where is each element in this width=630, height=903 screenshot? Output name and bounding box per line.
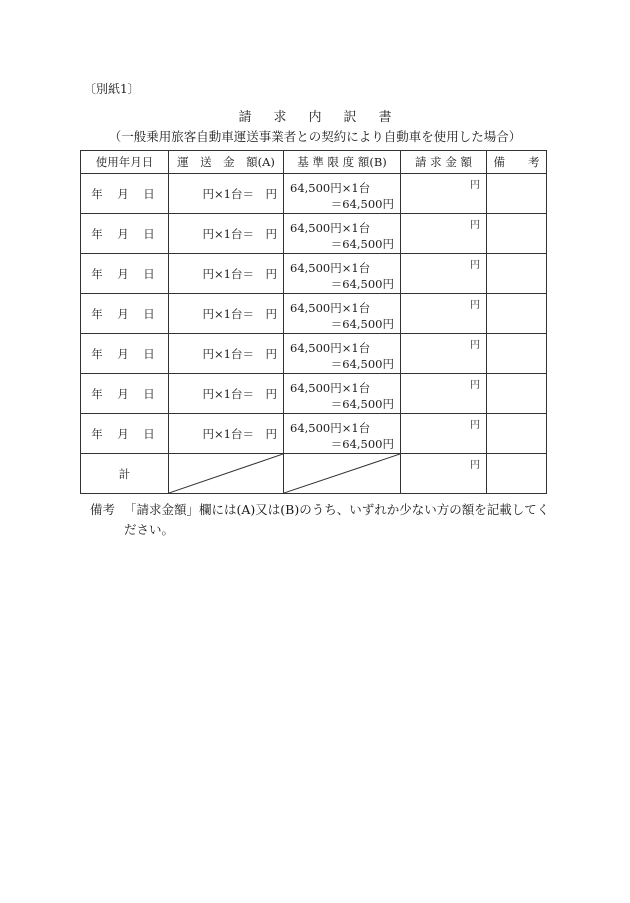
date-year-unit: 年 — [91, 386, 106, 401]
date-year-unit: 年 — [91, 186, 106, 201]
table-row — [81, 414, 547, 454]
claim-amount-field[interactable] — [401, 334, 487, 374]
standard-limit-cell — [284, 174, 401, 214]
remarks-field[interactable] — [487, 214, 547, 254]
date-day-unit: 日 — [143, 426, 158, 441]
table-row — [81, 254, 547, 294]
header-fare: 運 送 金 額(A) — [169, 151, 284, 174]
fare-field[interactable]: 円×1台＝ 円 — [169, 334, 284, 374]
standard-limit-result: ＝64,500円 — [330, 237, 394, 251]
remarks-note — [90, 500, 560, 540]
yen-unit: 円 — [470, 460, 480, 471]
date-field[interactable] — [81, 254, 169, 294]
standard-limit-formula: 64,500円×1台 — [290, 341, 371, 355]
table-row — [81, 294, 547, 334]
table-header-row — [81, 151, 547, 174]
date-day-unit: 日 — [143, 186, 158, 201]
date-field[interactable] — [81, 374, 169, 414]
document-subtitle: （一般乗用旅客自動車運送事業者との契約により自動車を使用した場合） — [108, 129, 522, 144]
header-date: 使用年月日 — [81, 151, 169, 174]
attachment-label: 〔別紙1〕 — [84, 82, 140, 96]
fare-field[interactable]: 円×1台＝ 円 — [169, 214, 284, 254]
standard-limit-result: ＝64,500円 — [330, 197, 394, 211]
date-month-unit: 月 — [117, 346, 132, 361]
date-month-unit: 月 — [117, 386, 132, 401]
remarks-field[interactable] — [487, 254, 547, 294]
yen-unit: 円 — [470, 300, 480, 311]
fare-field[interactable]: 円×1台＝ 円 — [169, 254, 284, 294]
note-text: 「請求金額」欄には(A)又は(B)のうち、いずれか少ない方の額を記載してください。 — [124, 502, 550, 537]
standard-limit-formula: 64,500円×1台 — [290, 381, 371, 395]
date-month-unit: 月 — [117, 186, 132, 201]
standard-limit-cell — [284, 414, 401, 454]
fare-field[interactable]: 円×1台＝ 円 — [169, 294, 284, 334]
standard-limit-formula: 64,500円×1台 — [290, 421, 371, 435]
table-row — [81, 334, 547, 374]
standard-limit-result: ＝64,500円 — [330, 317, 394, 331]
claim-amount-field[interactable] — [401, 294, 487, 334]
standard-limit-formula: 64,500円×1台 — [290, 221, 371, 235]
total-claim-amount-field[interactable] — [401, 454, 487, 494]
date-field[interactable] — [81, 414, 169, 454]
date-day-unit: 日 — [143, 266, 158, 281]
header-remarks: 備 考 — [487, 151, 547, 174]
total-row — [81, 454, 547, 494]
claim-amount-field[interactable] — [401, 214, 487, 254]
header-claim-amount: 請 求 金 額 — [401, 151, 487, 174]
invoice-breakdown-table — [80, 150, 547, 494]
document-title: 請求内訳書 — [238, 110, 414, 125]
yen-unit: 円 — [470, 220, 480, 231]
claim-amount-field[interactable] — [401, 254, 487, 294]
remarks-field[interactable] — [487, 294, 547, 334]
claim-amount-field[interactable] — [401, 174, 487, 214]
standard-limit-cell — [284, 334, 401, 374]
yen-unit: 円 — [470, 340, 480, 351]
date-month-unit: 月 — [117, 426, 132, 441]
table-row — [81, 374, 547, 414]
table-row — [81, 174, 547, 214]
date-field[interactable] — [81, 294, 169, 334]
date-month-unit: 月 — [117, 306, 132, 321]
date-field[interactable] — [81, 334, 169, 374]
remarks-field[interactable] — [487, 414, 547, 454]
fare-field[interactable]: 円×1台＝ 円 — [169, 174, 284, 214]
standard-limit-formula: 64,500円×1台 — [290, 181, 371, 195]
date-year-unit: 年 — [91, 306, 106, 321]
date-month-unit: 月 — [117, 266, 132, 281]
fare-field[interactable]: 円×1台＝ 円 — [169, 414, 284, 454]
claim-amount-field[interactable] — [401, 374, 487, 414]
standard-limit-formula: 64,500円×1台 — [290, 301, 371, 315]
total-standard-cell-struck — [284, 454, 401, 494]
date-day-unit: 日 — [143, 226, 158, 241]
date-field[interactable] — [81, 214, 169, 254]
remarks-field[interactable] — [487, 374, 547, 414]
standard-limit-formula: 64,500円×1台 — [290, 261, 371, 275]
date-day-unit: 日 — [143, 346, 158, 361]
total-fare-cell-struck — [169, 454, 284, 494]
standard-limit-result: ＝64,500円 — [330, 397, 394, 411]
table-row — [81, 214, 547, 254]
standard-limit-result: ＝64,500円 — [330, 277, 394, 291]
date-month-unit: 月 — [117, 226, 132, 241]
date-year-unit: 年 — [91, 426, 106, 441]
standard-limit-result: ＝64,500円 — [330, 437, 394, 451]
remarks-field[interactable] — [487, 334, 547, 374]
yen-unit: 円 — [470, 420, 480, 431]
standard-limit-cell — [284, 254, 401, 294]
yen-unit: 円 — [470, 180, 480, 191]
fare-field[interactable]: 円×1台＝ 円 — [169, 374, 284, 414]
date-year-unit: 年 — [91, 266, 106, 281]
standard-limit-result: ＝64,500円 — [330, 357, 394, 371]
note-label: 備考 — [90, 502, 116, 517]
date-day-unit: 日 — [143, 306, 158, 321]
date-year-unit: 年 — [91, 226, 106, 241]
yen-unit: 円 — [470, 380, 480, 391]
remarks-field[interactable] — [487, 174, 547, 214]
standard-limit-cell — [284, 374, 401, 414]
header-standard-limit: 基 準 限 度 額(B) — [284, 151, 401, 174]
total-remarks-field[interactable] — [487, 454, 547, 494]
date-year-unit: 年 — [91, 346, 106, 361]
claim-amount-field[interactable] — [401, 414, 487, 454]
total-label: 計 — [81, 454, 169, 494]
yen-unit: 円 — [470, 260, 480, 271]
standard-limit-cell — [284, 214, 401, 254]
date-field[interactable] — [81, 174, 169, 214]
standard-limit-cell — [284, 294, 401, 334]
date-day-unit: 日 — [143, 386, 158, 401]
